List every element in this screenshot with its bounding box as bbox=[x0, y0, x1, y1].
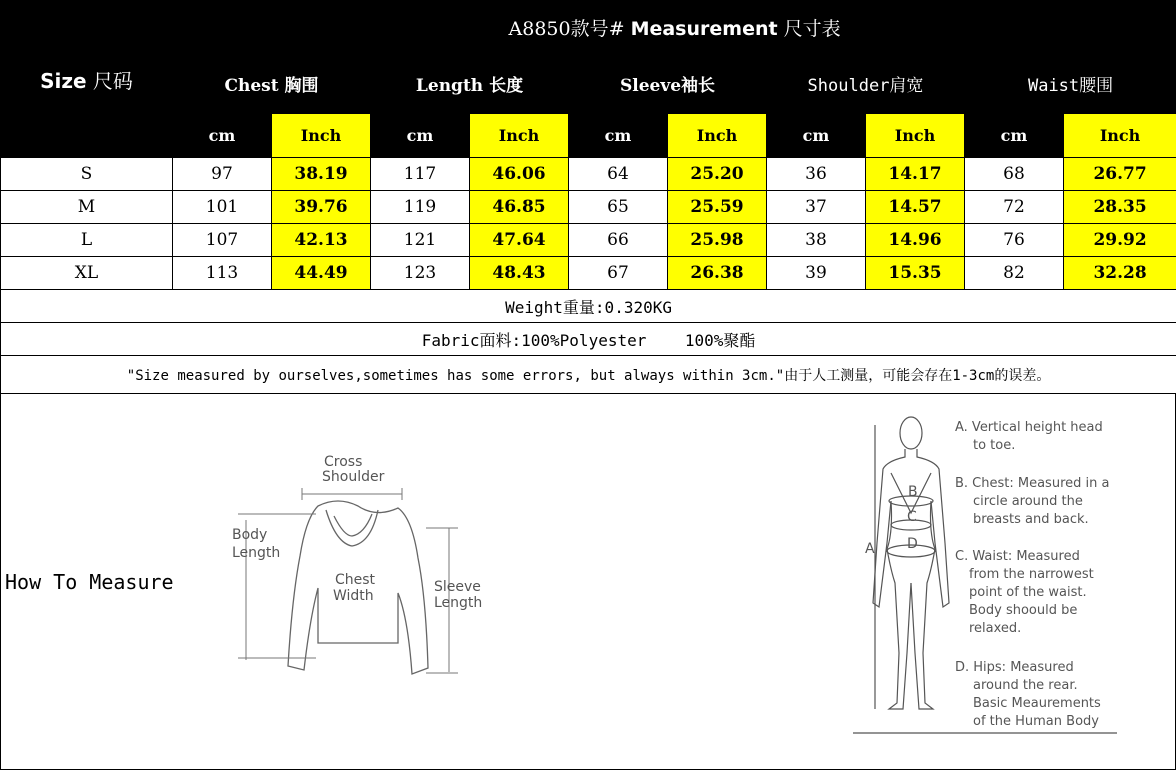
cm-value-cell: 97 bbox=[173, 158, 272, 191]
inch-value-cell: 26.77 bbox=[1064, 158, 1176, 191]
cm-value-cell: 119 bbox=[371, 191, 470, 224]
note-d-line4: of the Human Body bbox=[973, 714, 1099, 729]
chart-title-main: Measurement bbox=[630, 17, 778, 40]
cm-value-cell: 67 bbox=[569, 257, 668, 290]
size-label: M bbox=[1, 191, 173, 224]
cm-value-cell: 39 bbox=[767, 257, 866, 290]
size-header bbox=[1, 1, 173, 158]
inch-value-cell: 32.28 bbox=[1064, 257, 1176, 290]
inch-value-cell: 46.85 bbox=[470, 191, 569, 224]
how-to-measure-label: How To Measure bbox=[5, 570, 174, 594]
cm-value-cell: 68 bbox=[965, 158, 1064, 191]
size-label: S bbox=[1, 158, 173, 191]
chest-width-label-line2: Width bbox=[333, 588, 374, 604]
inch-value-cell: 48.43 bbox=[470, 257, 569, 290]
cm-value-cell: 82 bbox=[965, 257, 1064, 290]
unit-header-cm: cm bbox=[965, 114, 1064, 158]
unit-header-inch: Inch bbox=[1064, 114, 1176, 158]
table-row bbox=[1, 158, 1176, 191]
cm-value-cell: 37 bbox=[767, 191, 866, 224]
inch-value-cell: 46.06 bbox=[470, 158, 569, 191]
body-measure-diagram bbox=[851, 403, 1121, 743]
note-c-line1: C. Waist: Measured bbox=[955, 549, 1080, 564]
unit-header-cm: cm bbox=[569, 114, 668, 158]
size-header-en: Size bbox=[40, 68, 87, 93]
cm-value-cell: 65 bbox=[569, 191, 668, 224]
inch-value-cell: 29.92 bbox=[1064, 224, 1176, 257]
chart-title bbox=[173, 1, 1176, 54]
cm-value-cell: 107 bbox=[173, 224, 272, 257]
inch-value-cell: 28.35 bbox=[1064, 191, 1176, 224]
note-a-line2: to toe. bbox=[973, 438, 1016, 453]
size-label: XL bbox=[1, 257, 173, 290]
inch-value-cell: 38.19 bbox=[272, 158, 371, 191]
table-row bbox=[1, 224, 1176, 257]
note-b-line3: breasts and back. bbox=[973, 512, 1089, 527]
body-length-label-line1: Body bbox=[232, 527, 268, 543]
size-header-cn: 尺码 bbox=[92, 68, 133, 93]
note-d-line3: Basic Meaurements bbox=[973, 696, 1101, 711]
inch-value-cell: 26.38 bbox=[668, 257, 767, 290]
cross-shoulder-label-line1: Cross bbox=[324, 454, 363, 470]
note-b-line2: circle around the bbox=[973, 494, 1083, 509]
note-b-line1: B. Chest: Measured in a bbox=[955, 476, 1110, 491]
fabric-info: Fabric面料:100%Polyester 100%聚酯 bbox=[1, 323, 1176, 356]
body-length-label-line2: Length bbox=[232, 545, 281, 561]
body-marker-b: B bbox=[908, 484, 918, 500]
column-header-waist: Waist腰围 bbox=[965, 54, 1176, 114]
inch-value-cell: 25.59 bbox=[668, 191, 767, 224]
chart-title-suffix: 尺寸表 bbox=[783, 17, 841, 40]
sleeve-length-label-line2: Length bbox=[434, 595, 483, 611]
table-row bbox=[1, 191, 1176, 224]
cm-value-cell: 121 bbox=[371, 224, 470, 257]
inch-value-cell: 44.49 bbox=[272, 257, 371, 290]
size-label: L bbox=[1, 224, 173, 257]
cm-value-cell: 64 bbox=[569, 158, 668, 191]
body-marker-c: C bbox=[907, 509, 917, 525]
inch-value-cell: 15.35 bbox=[866, 257, 965, 290]
unit-header-inch: Inch bbox=[668, 114, 767, 158]
cross-shoulder-label-line2: Shoulder bbox=[322, 469, 385, 485]
cm-value-cell: 66 bbox=[569, 224, 668, 257]
unit-header-cm: cm bbox=[767, 114, 866, 158]
cm-value-cell: 36 bbox=[767, 158, 866, 191]
note-c-line4: Body shoould be bbox=[969, 603, 1078, 618]
note-c-line5: relaxed. bbox=[969, 621, 1022, 636]
inch-value-cell: 25.98 bbox=[668, 224, 767, 257]
note-c-line2: from the narrowest bbox=[969, 567, 1094, 582]
cm-value-cell: 38 bbox=[767, 224, 866, 257]
body-marker-a: A bbox=[865, 541, 875, 557]
inch-value-cell: 39.76 bbox=[272, 191, 371, 224]
cm-value-cell: 117 bbox=[371, 158, 470, 191]
column-header-chest: Chest 胸围 bbox=[173, 54, 371, 114]
inch-value-cell: 14.96 bbox=[866, 224, 965, 257]
unit-header-cm: cm bbox=[173, 114, 272, 158]
column-header-sleeve: Sleeve袖长 bbox=[569, 54, 767, 114]
inch-value-cell: 47.64 bbox=[470, 224, 569, 257]
unit-header-inch: Inch bbox=[272, 114, 371, 158]
cm-value-cell: 123 bbox=[371, 257, 470, 290]
note-d-line2: around the rear. bbox=[973, 678, 1078, 693]
inch-value-cell: 42.13 bbox=[272, 224, 371, 257]
inch-value-cell: 25.20 bbox=[668, 158, 767, 191]
inch-value-cell: 14.17 bbox=[866, 158, 965, 191]
size-rows bbox=[1, 158, 1176, 290]
cm-value-cell: 76 bbox=[965, 224, 1064, 257]
unit-header-inch: Inch bbox=[866, 114, 965, 158]
note-a-line1: A. Vertical height head bbox=[955, 420, 1103, 435]
column-header-length: Length 长度 bbox=[371, 54, 569, 114]
garment-measure-diagram bbox=[226, 448, 496, 688]
column-header-shoulder: Shoulder肩宽 bbox=[767, 54, 965, 114]
weight-info: Weight重量:0.320KG bbox=[1, 290, 1176, 323]
note-d-line1: D. Hips: Measured bbox=[955, 660, 1074, 675]
body-marker-d: D bbox=[907, 536, 918, 552]
measurement-note: "Size measured by ourselves,sometimes has some errors, but always within 3cm."由于人工测量，可能会存在1-3cm的误差。 bbox=[1, 356, 1176, 394]
table-row bbox=[1, 257, 1176, 290]
unit-header-inch: Inch bbox=[470, 114, 569, 158]
sleeve-length-label-line1: Sleeve bbox=[434, 579, 481, 595]
unit-header-cm: cm bbox=[371, 114, 470, 158]
cm-value-cell: 101 bbox=[173, 191, 272, 224]
chest-width-label-line1: Chest bbox=[335, 572, 376, 588]
chart-title-code: A8850款号# bbox=[508, 17, 625, 40]
cm-value-cell: 72 bbox=[965, 191, 1064, 224]
cm-value-cell: 113 bbox=[173, 257, 272, 290]
how-to-measure-section bbox=[0, 393, 1176, 770]
note-c-line3: point of the waist. bbox=[969, 585, 1087, 600]
inch-value-cell: 14.57 bbox=[866, 191, 965, 224]
